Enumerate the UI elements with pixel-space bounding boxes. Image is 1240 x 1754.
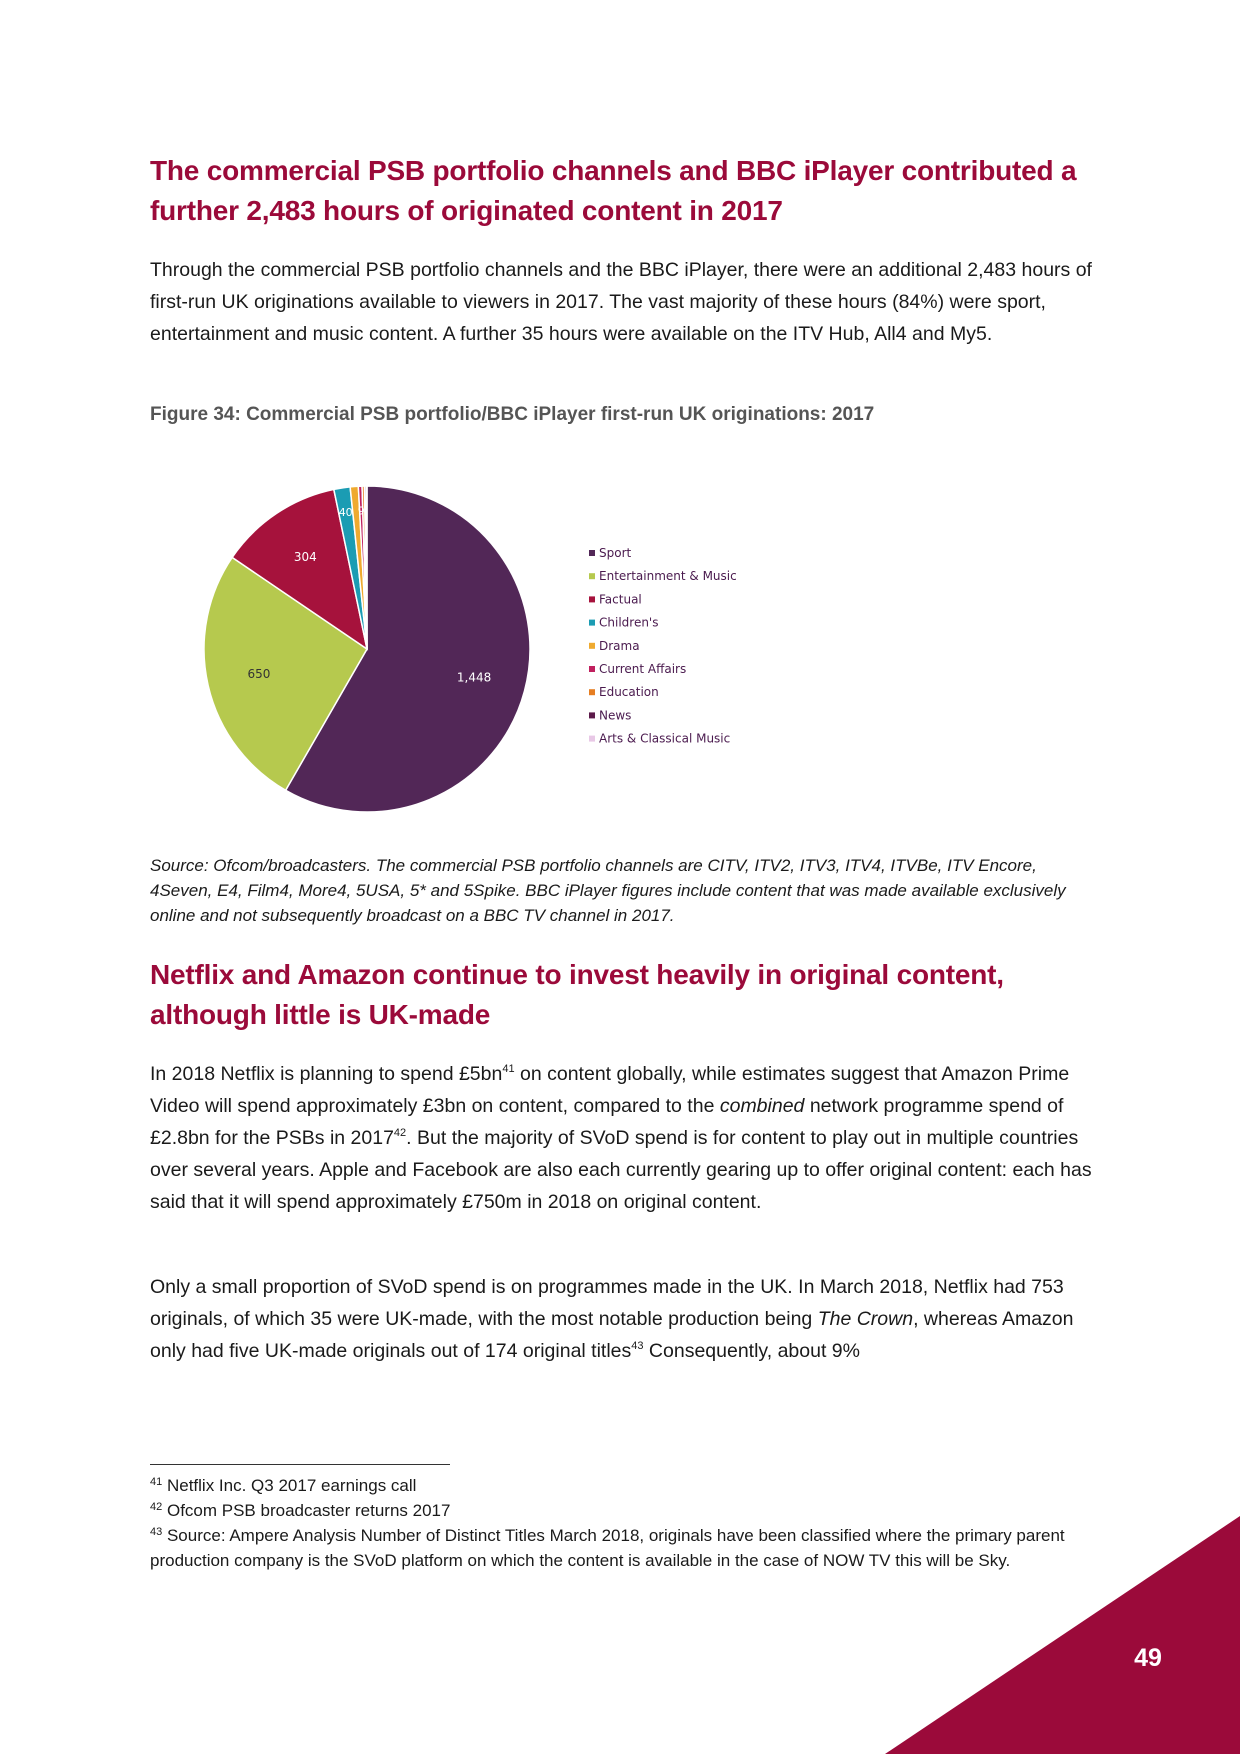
para2-text-a: In 2018 Netflix is planning to spend £5bn: [150, 1063, 503, 1085]
pie-data-label: 40: [338, 506, 353, 520]
legend-label: Drama: [599, 638, 640, 653]
pie-data-label: 1,448: [456, 670, 492, 685]
footnote-ref-41: 41: [502, 1063, 515, 1075]
footnote-41: [150, 1473, 1095, 1498]
pie-chart: [190, 478, 750, 828]
legend-swatch: [589, 550, 595, 556]
footnote-text: Ofcom PSB broadcaster returns 2017: [162, 1501, 451, 1520]
pie-data-label: 650: [247, 666, 271, 681]
paragraph-psb-hours: Through the commercial PSB portfolio channels and the BBC iPlayer, there were an additional 2,483 hours of first-run UK originations available to viewers in 2017. The vast majority of these hours (84%) were sport, entertainment and music content. A further 35 hours were available on the ITV Hub, All4 and My5.: [150, 259, 1092, 345]
legend-swatch: [589, 712, 595, 718]
legend-label: Factual: [599, 592, 642, 607]
para2-text-b: on content globally, while estimates suggest that Amazon Prime Video will spend approximately £3bn on content, compared to the: [150, 1063, 1070, 1117]
footnote-text: Source: Ampere Analysis Number of Distinct Titles March 2018, originals have been classified where the primary parent production company is the SVoD platform on which the content is available in the case of NOW TV this will be Sky.: [150, 1526, 1065, 1570]
para3-text-c: Consequently, about 9%: [643, 1340, 860, 1362]
legend-label: Education: [599, 685, 659, 700]
para3-emphasis: The Crown: [817, 1308, 914, 1330]
para2-emphasis: combined: [719, 1095, 805, 1117]
chart-legend: [589, 546, 737, 746]
legend-swatch: [589, 620, 595, 626]
pie-slices: [204, 486, 530, 812]
legend-swatch: [589, 643, 595, 649]
footnote-number: 43: [150, 1526, 163, 1538]
footnote-text: Netflix Inc. Q3 2017 earnings call: [162, 1476, 417, 1495]
legend-swatch: [589, 573, 595, 579]
paragraph-svod-spend: [150, 1058, 1095, 1218]
corner-accent-triangle: [885, 1516, 1240, 1754]
footnote-number: 42: [150, 1501, 163, 1513]
page-number: 49: [1134, 1644, 1162, 1672]
para3-text-b: , whereas Amazon only had five UK-made originals out of 174 original titles: [150, 1308, 1074, 1362]
footnote-ref-42: 42: [393, 1127, 407, 1139]
legend-swatch: [589, 596, 595, 602]
footnote-ref-43: 43: [631, 1340, 644, 1352]
pie-data-label: 9: [357, 504, 365, 518]
footnote-number: 41: [150, 1476, 163, 1488]
paragraph-uk-originals: [150, 1271, 1095, 1367]
legend-label: Sport: [599, 546, 632, 560]
legend-label: Current Affairs: [599, 662, 687, 676]
section-heading-netflix-amazon: Netflix and Amazon continue to invest heavily in original content, although little is UK-made: [150, 959, 1004, 1030]
figure-caption: Figure 34: Commercial PSB portfolio/BBC iPlayer first-run UK originations: 2017: [150, 404, 875, 425]
para3-text-a: Only a small proportion of SVoD spend is on programmes made in the UK. In March 2018, Netflix had 753 originals, of which 35 were UK-made, with the most notable production being: [150, 1276, 1064, 1330]
para2-text-c: network programme spend of £2.8bn for the PSBs in 2017: [150, 1095, 1064, 1149]
legend-swatch: [589, 736, 595, 742]
legend-swatch: [589, 666, 595, 672]
legend-label: Arts & Classical Music: [599, 731, 731, 746]
para2-text-d: . But the majority of SVoD spend is for content to play out in multiple countries over several years. Apple and Facebook are also each currently gearing up to offer original content: each has said that it will spend approximately £750m in 2018 on original content.: [150, 1127, 1092, 1213]
pie-slice-arts-classical-music: [366, 486, 367, 649]
legend-label: Entertainment & Music: [599, 569, 737, 584]
pie-data-label: 304: [293, 549, 317, 564]
legend-label: Children's: [599, 615, 659, 630]
legend-swatch: [589, 689, 595, 695]
footnote-divider: [150, 1464, 450, 1465]
figure-source-note: Source: Ofcom/broadcasters. The commercial PSB portfolio channels are CITV, ITV2, ITV3, ITV4, ITVBe, ITV Encore, 4Seven, E4, Film4, More4, 5USA, 5* and 5Spike. BBC iPlayer figures include content that was made available exclusively online and not subsequently broadcast on a BBC TV channel in 2017.: [150, 856, 1066, 925]
section-heading-psb: The commercial PSB portfolio channels and BBC iPlayer contributed a further 2,483 hours of originated content in 2017: [150, 155, 1077, 226]
legend-label: News: [599, 708, 632, 723]
